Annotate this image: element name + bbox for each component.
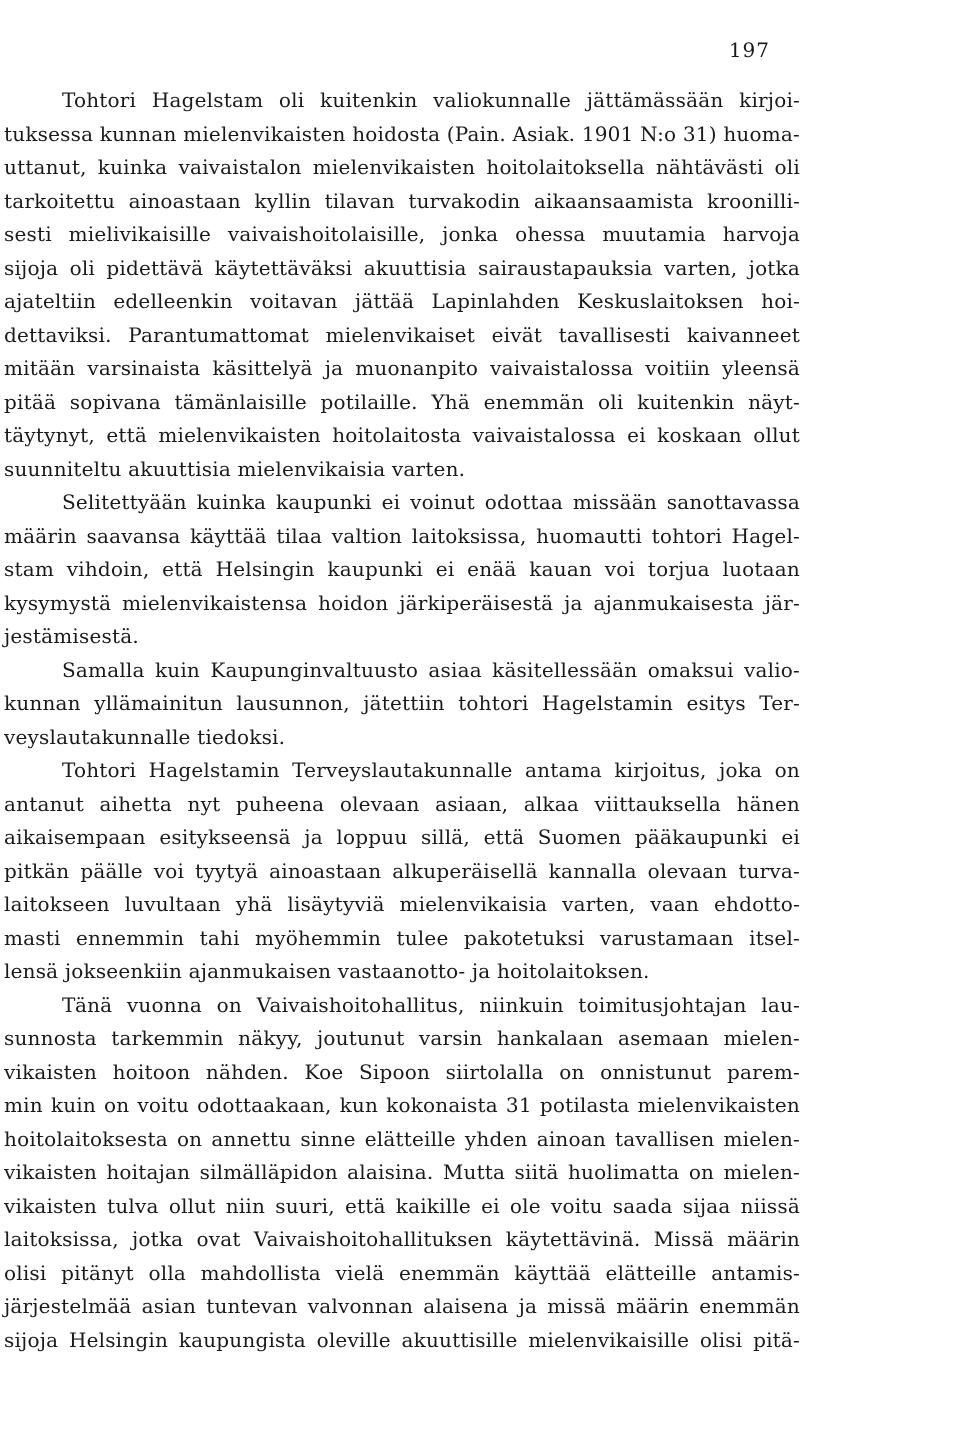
paragraph <box>4 754 800 989</box>
text-line: ajateltiin edelleenkin voitavan jättää Lapinlahden Keskuslaitoksen hoi- <box>4 289 800 313</box>
text-line: Tohtori Hagelstamin Terveyslautakunnalle antama kirjoitus, joka on <box>62 758 800 782</box>
text-line: täytynyt, että mielenvikaisten hoitolaitosta vaivaistalossa ei koskaan ollut <box>4 423 800 447</box>
text-line: laitoksissa, jotka ovat Vaivaishoitohallituksen käytettävinä. Missä määrin <box>4 1227 800 1251</box>
text-line: vikaisten hoitoon nähden. Koe Sipoon siirtolalla on onnistunut parem- <box>4 1059 800 1084</box>
text-line: järjestelmää asian tuntevan valvonnan alaisena ja missä määrin enemmän <box>4 1294 800 1318</box>
text-line: veyslautakunnalle tiedoksi. <box>4 724 286 749</box>
text-line: kunnan yllämainitun lausunnon, jätettiin tohtori Hagelstamin esitys Ter- <box>4 691 800 715</box>
text-line: hoitolaitoksesta on annettu sinne elätteille yhden ainoan tavallisen mielen- <box>4 1126 800 1151</box>
text-line: Samalla kuin Kaupunginvaltuusto asiaa käsitellessään omaksui valio- <box>62 657 800 682</box>
text-line: Tohtori Hagelstam oli kuitenkin valiokunnalle jättämässään kirjoi- <box>62 88 800 112</box>
text-line: laitokseen luvultaan yhä lisäytyviä mielenvikaisia varten, vaan ehdotto- <box>4 892 800 916</box>
text-line: lensä jokseenkiin ajanmukaisen vastaanotto- ja hoitolaitoksen. <box>4 959 650 983</box>
text-line: pitää sopivana tämänlaisille potilaille. Yhä enemmän oli kuitenkin näyt- <box>4 389 800 414</box>
text-line: antanut aihetta nyt puheena olevaan asiaan, alkaa viittauksella hänen <box>4 791 800 816</box>
text-line: stam vihdoin, että Helsingin kaupunki ei enää kauan voi torjua luotaan <box>4 557 800 581</box>
paragraph <box>4 486 800 654</box>
text-line: tuksessa kunnan mielenvikaisten hoidosta (Pain. Asiak. 1901 N:o 31) huoma- <box>4 121 800 146</box>
text-line: sesti mielivikaisille vaivaishoitolaisille, jonka ohessa muutamia harvoja <box>4 222 800 246</box>
paragraph <box>4 84 800 486</box>
paragraph <box>4 654 800 755</box>
text-line: sijoja oli pidettävä käytettäväksi akuuttisia sairaustapauksia varten, jotka <box>4 255 800 280</box>
text-line: kysymystä mielenvikaistensa hoidon järkiperäisestä ja ajanmukaisesta jär- <box>4 590 800 615</box>
text-line: suunniteltu akuuttisia mielenvikaisia varten. <box>4 456 466 481</box>
text-line: dettaviksi. Parantumattomat mielenvikaiset eivät tavallisesti kaivanneet <box>4 322 800 347</box>
text-line: masti ennemmin tahi myöhemmin tulee pakotetuksi varustamaan itsel- <box>4 925 800 950</box>
text-line: pitkän päälle voi tyytyä ainoastaan alkuperäisellä kannalla olevaan turva- <box>4 858 800 883</box>
text-block <box>4 84 800 1357</box>
text-line: jestämisestä. <box>4 624 139 648</box>
text-line: määrin saavansa käyttää tilaa valtion laitoksissa, huomautti tohtori Hagel- <box>4 523 800 548</box>
text-line: Selitettyään kuinka kaupunki ei voinut odottaa missään sanottavassa <box>62 490 800 514</box>
text-line: sijoja Helsingin kaupungista oleville akuuttisille mielenvikaisille olisi pitä- <box>4 1327 800 1352</box>
text-line: sunnosta tarkemmin näkyy, joutunut varsin hankalaan asemaan mielen- <box>4 1026 800 1050</box>
paragraph <box>4 989 800 1358</box>
page-number: 197 <box>728 38 770 62</box>
text-line: mitään varsinaista käsittelyä ja muonanpito vaivaistalossa voitiin yleensä <box>4 356 800 380</box>
text-line: vikaisten tulva ollut niin suuri, että kaikille ei ole voitu saada sijaa niissä <box>4 1193 800 1218</box>
text-line: vikaisten hoitajan silmälläpidon alaisina. Mutta siitä huolimatta on mielen- <box>4 1160 800 1184</box>
text-line: Tänä vuonna on Vaivaishoitohallitus, niinkuin toimitusjohtajan lau- <box>62 992 800 1017</box>
text-line: min kuin on voitu odottaakaan, kun kokonaista 31 potilasta mielenvikaisten <box>4 1093 800 1117</box>
text-line: tarkoitettu ainoastaan kyllin tilavan turvakodin aikaansaamista kroonilli- <box>4 188 800 213</box>
text-line: uttanut, kuinka vaivaistalon mielenvikaisten hoitolaitoksella nähtävästi oli <box>4 155 800 179</box>
text-line: olisi pitänyt olla mahdollista vielä enemmän käyttää elätteille antamis- <box>4 1260 800 1285</box>
text-line: aikaisempaan esitykseensä ja loppuu sillä, että Suomen pääkaupunki ei <box>4 825 800 849</box>
